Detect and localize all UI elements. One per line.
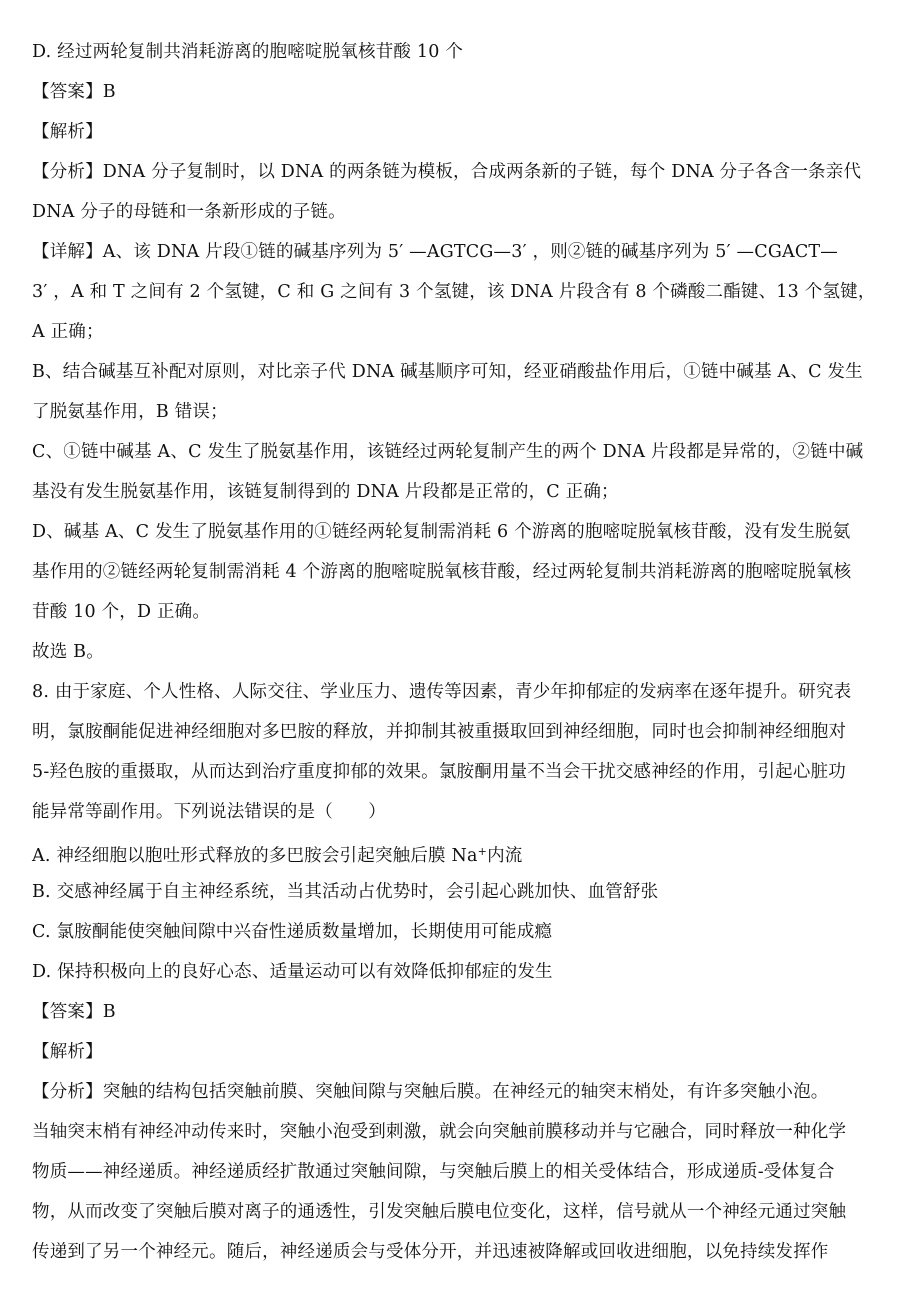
analysis-label: 【解析】 xyxy=(32,122,103,142)
option-a-text-end: 内流 xyxy=(487,846,523,866)
analysis-text: 【分析】DNA 分子复制时，以 DNA 的两条链为模板，合成两条新的子链，每个 DNA 分子各含一条亲代 xyxy=(32,162,862,182)
question-stem: 5-羟色胺的重摄取，从而达到治疗重度抑郁的效果。氯胺酮用量不当会干扰交感神经的作用，引起心脏功 xyxy=(32,762,846,782)
choice-text: 故选 B。 xyxy=(32,642,104,662)
analysis-text: 【分析】突触的结构包括突触前膜、突触间隙与突触后膜。在神经元的轴突末梢处，有许多突触小泡。 xyxy=(32,1082,829,1102)
option-a-superscript: + xyxy=(477,845,488,858)
detail-text: 基作用的②链经两轮复制需消耗 4 个游离的胞嘧啶脱氧核苷酸，经过两轮复制共消耗游离的胞嘧啶脱氧核 xyxy=(32,562,852,582)
analysis-label: 【解析】 xyxy=(32,1042,103,1062)
option-d-prev: D. 经过两轮复制共消耗游离的胞嘧啶脱氧核苷酸 10 个 xyxy=(32,42,464,62)
analysis-text: 传递到了另一个神经元。随后，神经递质会与受体分开，并迅速被降解或回收进细胞，以免持续发挥作 xyxy=(32,1242,829,1262)
question-stem: 能异常等副作用。下列说法错误的是（ ） xyxy=(32,802,386,822)
option-c: C. 氯胺酮能使突触间隙中兴奋性递质数量增加，长期使用可能成瘾 xyxy=(32,922,553,942)
analysis-text: 物质——神经递质。神经递质经扩散通过突触间隙，与突触后膜上的相关受体结合，形成递质-受体复合 xyxy=(32,1162,835,1182)
detail-text: 苷酸 10 个，D 正确。 xyxy=(32,602,211,622)
answer-label: 【答案】B xyxy=(32,82,116,102)
question-stem: 8. 由于家庭、个人性格、人际交往、学业压力、遗传等因素，青少年抑郁症的发病率在逐年提升。研究表 xyxy=(32,682,852,702)
question-stem: 明，氯胺酮能促进神经细胞对多巴胺的释放，并抑制其被重摄取回到神经细胞，同时也会抑制神经细胞对 xyxy=(32,722,847,742)
option-d: D. 保持积极向上的良好心态、适量运动可以有效降低抑郁症的发生 xyxy=(32,962,553,982)
detail-text: 【详解】A、该 DNA 片段①链的碱基序列为 5′ —AGTCG—3′ ，则②链的碱基序列为 5′ —CGACT— xyxy=(32,242,839,262)
detail-text: A 正确； xyxy=(32,322,104,342)
analysis-text: 物，从而改变了突触后膜对离子的通透性，引发突触后膜电位变化，这样，信号就从一个神经元通过突触 xyxy=(32,1202,847,1222)
option-a-text: A. 神经细胞以胞吐形式释放的多巴胺会引起突触后膜 Na xyxy=(32,846,478,866)
option-a xyxy=(32,840,523,868)
analysis-text: DNA 分子的母链和一条新形成的子链。 xyxy=(32,202,346,222)
detail-text: B、结合碱基互补配对原则，对比亲子代 DNA 碱基顺序可知，经亚硝酸盐作用后，①链中碱基 A、C 发生 xyxy=(32,362,863,382)
detail-text: C、①链中碱基 A、C 发生了脱氨基作用，该链经过两轮复制产生的两个 DNA 片段都是异常的，②链中碱 xyxy=(32,442,864,462)
answer-label: 【答案】B xyxy=(32,1002,116,1022)
detail-text: D、碱基 A、C 发生了脱氨基作用的①链经两轮复制需消耗 6 个游离的胞嘧啶脱氧核苷酸，没有发生脱氨 xyxy=(32,522,851,542)
option-b: B. 交感神经属于自主神经系统，当其活动占优势时，会引起心跳加快、血管舒张 xyxy=(32,882,659,902)
detail-text: 基没有发生脱氨基作用，该链复制得到的 DNA 片段都是正常的，C 正确； xyxy=(32,482,619,502)
analysis-text: 当轴突末梢有神经冲动传来时，突触小泡受到刺激，就会向突触前膜移动并与它融合，同时释放一种化学 xyxy=(32,1122,847,1142)
detail-text: 3′ ，A 和 T 之间有 2 个氢键，C 和 G 之间有 3 个氢键，该 DNA 片段含有 8 个磷酸二酯键、13 个氢键， xyxy=(32,282,876,302)
detail-text: 了脱氨基作用，B 错误； xyxy=(32,402,228,422)
